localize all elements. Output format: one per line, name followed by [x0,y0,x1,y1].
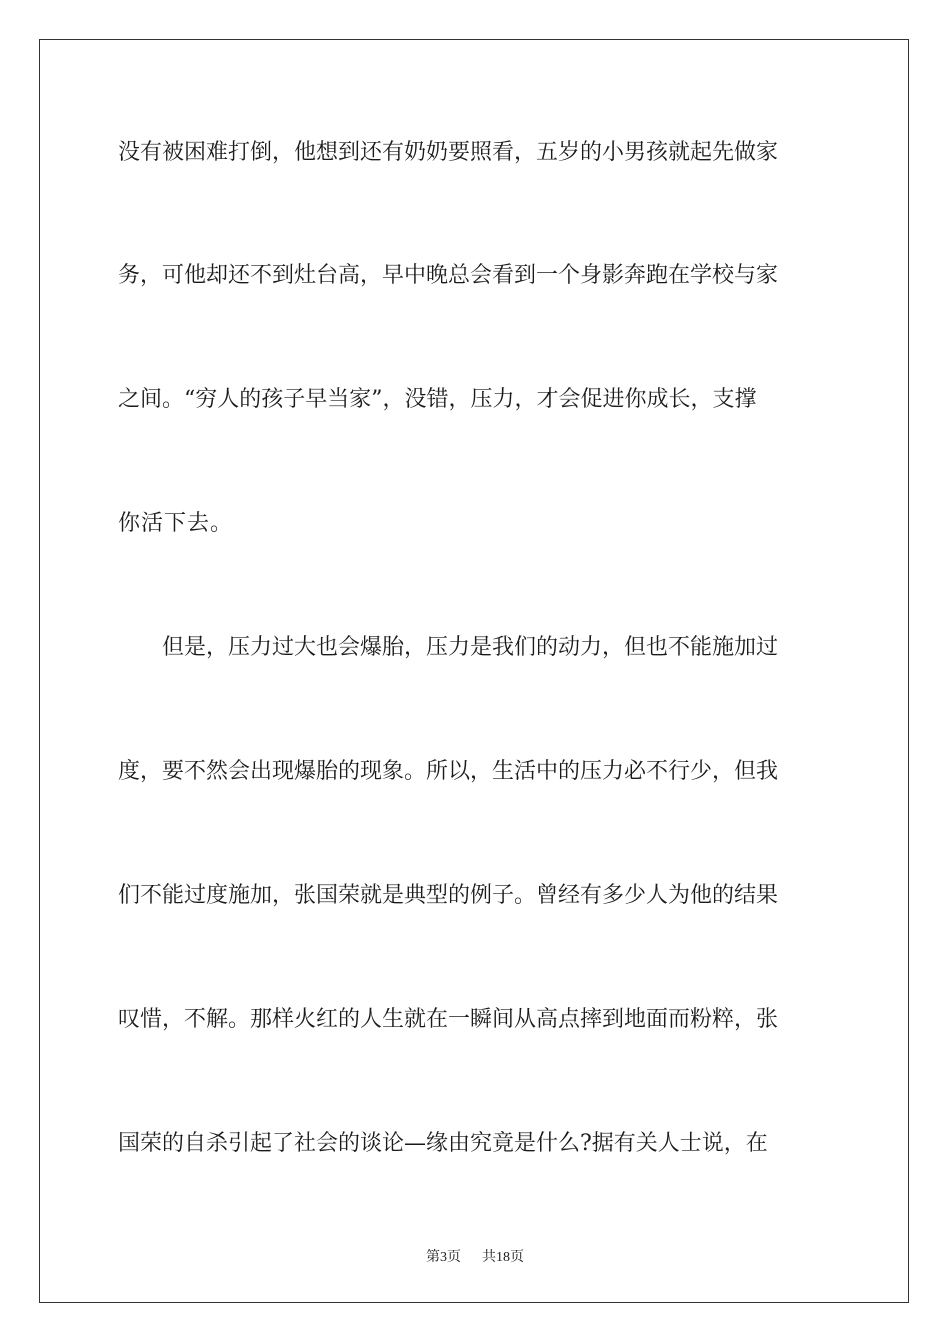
text-line-1: 没有被困难打倒，他想到还有奶奶要照看，五岁的小男孩就起先做家 [118,140,779,165]
page-border [39,39,909,1303]
text-line-3: 之间。“穷人的孩子早当家”，没错，压力，才会促进你成长，支撑 [118,387,757,412]
page-footer [0,1246,950,1266]
text-line-4: 你活下去。 [118,511,234,536]
text-line-9: 国荣的自杀引起了社会的谈论—缘由究竟是什么?据有关人士说，在 [118,1131,768,1156]
text-line-2: 务，可他却还不到灶台高，早中晚总会看到一个身影奔跑在学校与家 [118,263,779,288]
text-line-8: 叹惜，不解。那样火红的人生就在一瞬间从高点摔到地面而粉粹，张 [118,1007,779,1032]
text-line-7: 们不能过度施加，张国荣就是典型的例子。曾经有多少人为他的结果 [118,883,779,908]
page-total: 共18页 [482,1250,524,1265]
text-line-6: 度，要不然会出现爆胎的现象。所以，生活中的压力必不行少，但我 [118,759,779,784]
page-number: 第3页 [426,1250,461,1265]
text-line-5: 但是，压力过大也会爆胎，压力是我们的动力，但也不能施加过 [118,635,779,660]
